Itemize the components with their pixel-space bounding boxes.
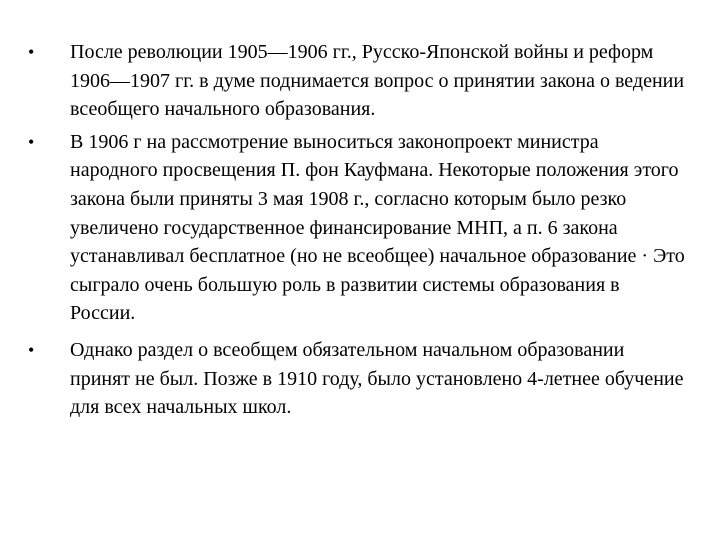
bullet-icon: • — [28, 339, 35, 360]
bullet-item-3 — [28, 336, 688, 422]
bullet-icon: • — [28, 131, 35, 152]
bullet-text-3: Однако раздел о всеобщем обязательном начальном образовании принят не был. Позже в 1910 году, было установлено 4-летнее обучение для всех начальных школ. — [70, 338, 684, 419]
bullet-list — [28, 38, 688, 426]
bullet-item-1 — [28, 38, 688, 124]
bullet-text-2: В 1906 г на рассмотрение выноситься законопроект министра народного просвещения П. фон Кауфмана. Некоторые положения этого закона были приняты 3 мая 1908 г., согласно которым было резко увеличено государственное финансирование МНП, а п. 6 закона устанавливал бесплатное (но не всеобщее) начальное образование · Это сыграло очень большую роль в развитии системы образования в России. — [70, 130, 685, 325]
bullet-text-1: После революции 1905—1906 гг., Русско-Японской войны и реформ 1906—1907 гг. в думе поднимается вопрос о принятии закона о ведении всеобщего начального образования. — [70, 41, 685, 121]
bullet-icon: • — [28, 42, 35, 62]
bullet-item-2 — [28, 128, 688, 328]
